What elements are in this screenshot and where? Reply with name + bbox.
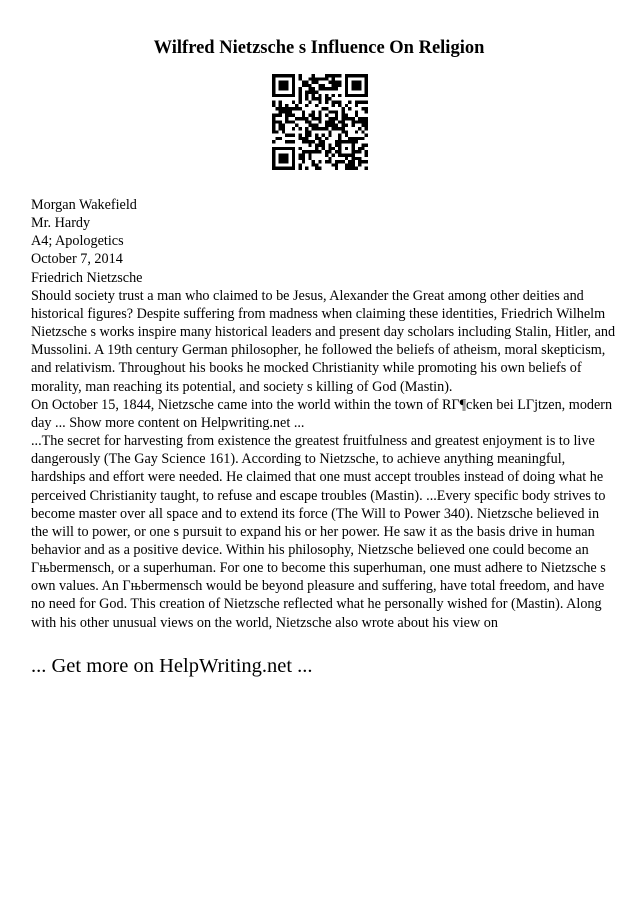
paragraph-birth: On October 15, 1844, Nietzsche came into the world within the town of RГ¶cken bei LГјtzen, modern day ... Show more content on Helpwriting.net ... <box>31 396 613 431</box>
teacher-name: Mr. Hardy <box>31 215 91 232</box>
document-body <box>31 196 616 632</box>
essay-subject: Friedrich Nietzsche <box>31 269 143 286</box>
document-title: Wilfred Nietzsche s Influence On Religion <box>153 38 485 58</box>
class-name: A4; Apologetics <box>31 233 124 250</box>
paragraph-intro: Should society trust a man who claimed to be Jesus, Alexander the Great among other deities and historical figures? Despite suffering from madness when claiming these identities, Friedrich Wilhelm Nietzsche s works inspire many historical leaders and present day scholars including Stalin, Hitler, and Mussolini. A 19th century German philosopher, he followed the beliefs of atheism, moral skepticism, and relativism. Throughout his books he mocked Christianity while promoting his own beliefs of morality, man reaching its potential, and society s killing of God (Mastin). <box>31 287 616 395</box>
document-date: October 7, 2014 <box>31 251 123 268</box>
paragraph-philosophy: ...The secret for harvesting from existence the greatest fruitfulness and greatest enjoyment is to live dangerously (The Gay Science 161). According to Nietzsche, to achieve anything meaningful, hardships and effort were needed. He claimed that one must accept troubles instead of doing what he perceived Christianity taught, to refuse and escape troubles (Mastin). ...Every specific body strives to become master over all space and to extend its force (The Will to Power 340). Nietzsche believed in the will to power, or one s pursuit to expand his or her power. He saw it as the basis drive in human behavior and as a positive device. Within his philosophy, Nietzsche believed one could become an Гњbermensch, or a superhuman. For one to become this superhuman, one must adhere to Nietzsche s own values. An Гњbermensch would be beyond pleasure and suffering, have total freedom, and have no need for God. This creation of Nietzsche reflected what he personally wished for (Mastin). Along with his other unusual views on the world, Nietzsche also wrote about his view on <box>31 433 606 631</box>
qr-code-icon <box>272 74 368 170</box>
author-name: Morgan Wakefield <box>31 197 137 213</box>
get-more-link[interactable]: ... Get more on HelpWriting.net ... <box>31 655 313 677</box>
